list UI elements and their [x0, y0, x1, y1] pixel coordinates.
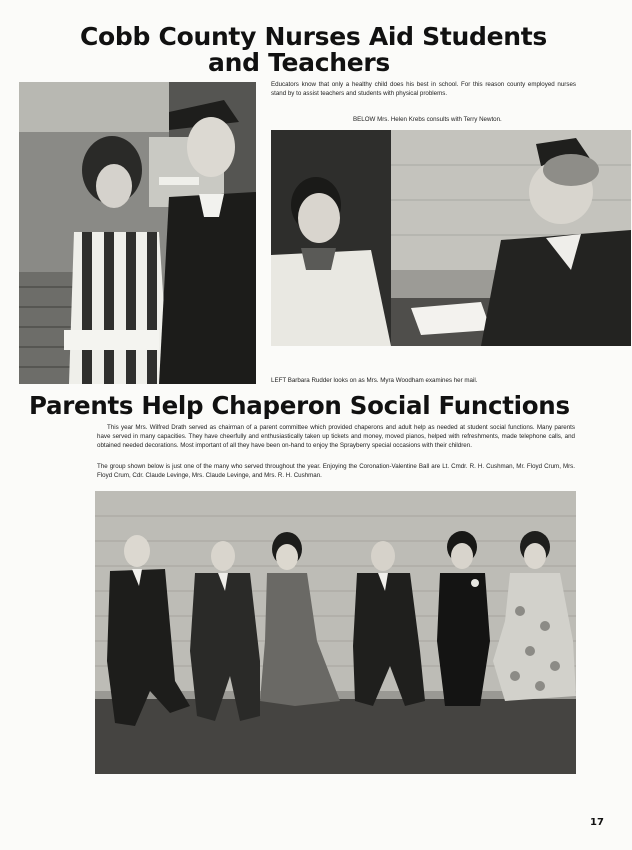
photo-nurse-mail	[19, 82, 256, 384]
parents-paragraph-1: This year Mrs. Wilfred Drath served as chairman of a parent committee which provided chaperons and adult help as needed at student social functions. Many parents have served in many capacities. They have cheerfully and enthusiastically taken up tickets and money, moved pianos, helped with refreshments, made telephone calls, and obtained needed decorations. Most important of all they have been on-hand to enjoy the Sprayberry special occasions with their children.	[97, 424, 575, 449]
headline-parents: Parents Help Chaperon Social Functions	[29, 391, 570, 420]
caption-left: LEFT Barbara Rudder looks on as Mrs. Myra Woodham examines her mail.	[271, 377, 478, 384]
page-number: 17	[590, 817, 604, 828]
headline-nurses-line2: and Teachers	[208, 48, 391, 77]
headline-nurses-line1: Cobb County Nurses Aid Students	[80, 22, 548, 51]
caption-below: BELOW Mrs. Helen Krebs consults with Terry Newton.	[353, 116, 502, 123]
photo-nurse-consult	[271, 130, 631, 346]
photo-chaperon-group	[95, 491, 576, 774]
parents-paragraph-2: The group shown below is just one of the many who served throughout the year. Enjoying the Coronation-Valentine Ball are Lt. Cmdr. R. H. Cushman, Mr. Floyd Crum, Mrs. Floyd Crum, Cdr. Claude Levinge, Mrs. Claude Levinge, and Mrs. R. H. Cushman.	[97, 463, 575, 479]
nurses-intro-text: Educators know that only a healthy child does his best in school. For this reason county employed nurses stand by to assist teachers and students with physical problems.	[271, 81, 576, 97]
